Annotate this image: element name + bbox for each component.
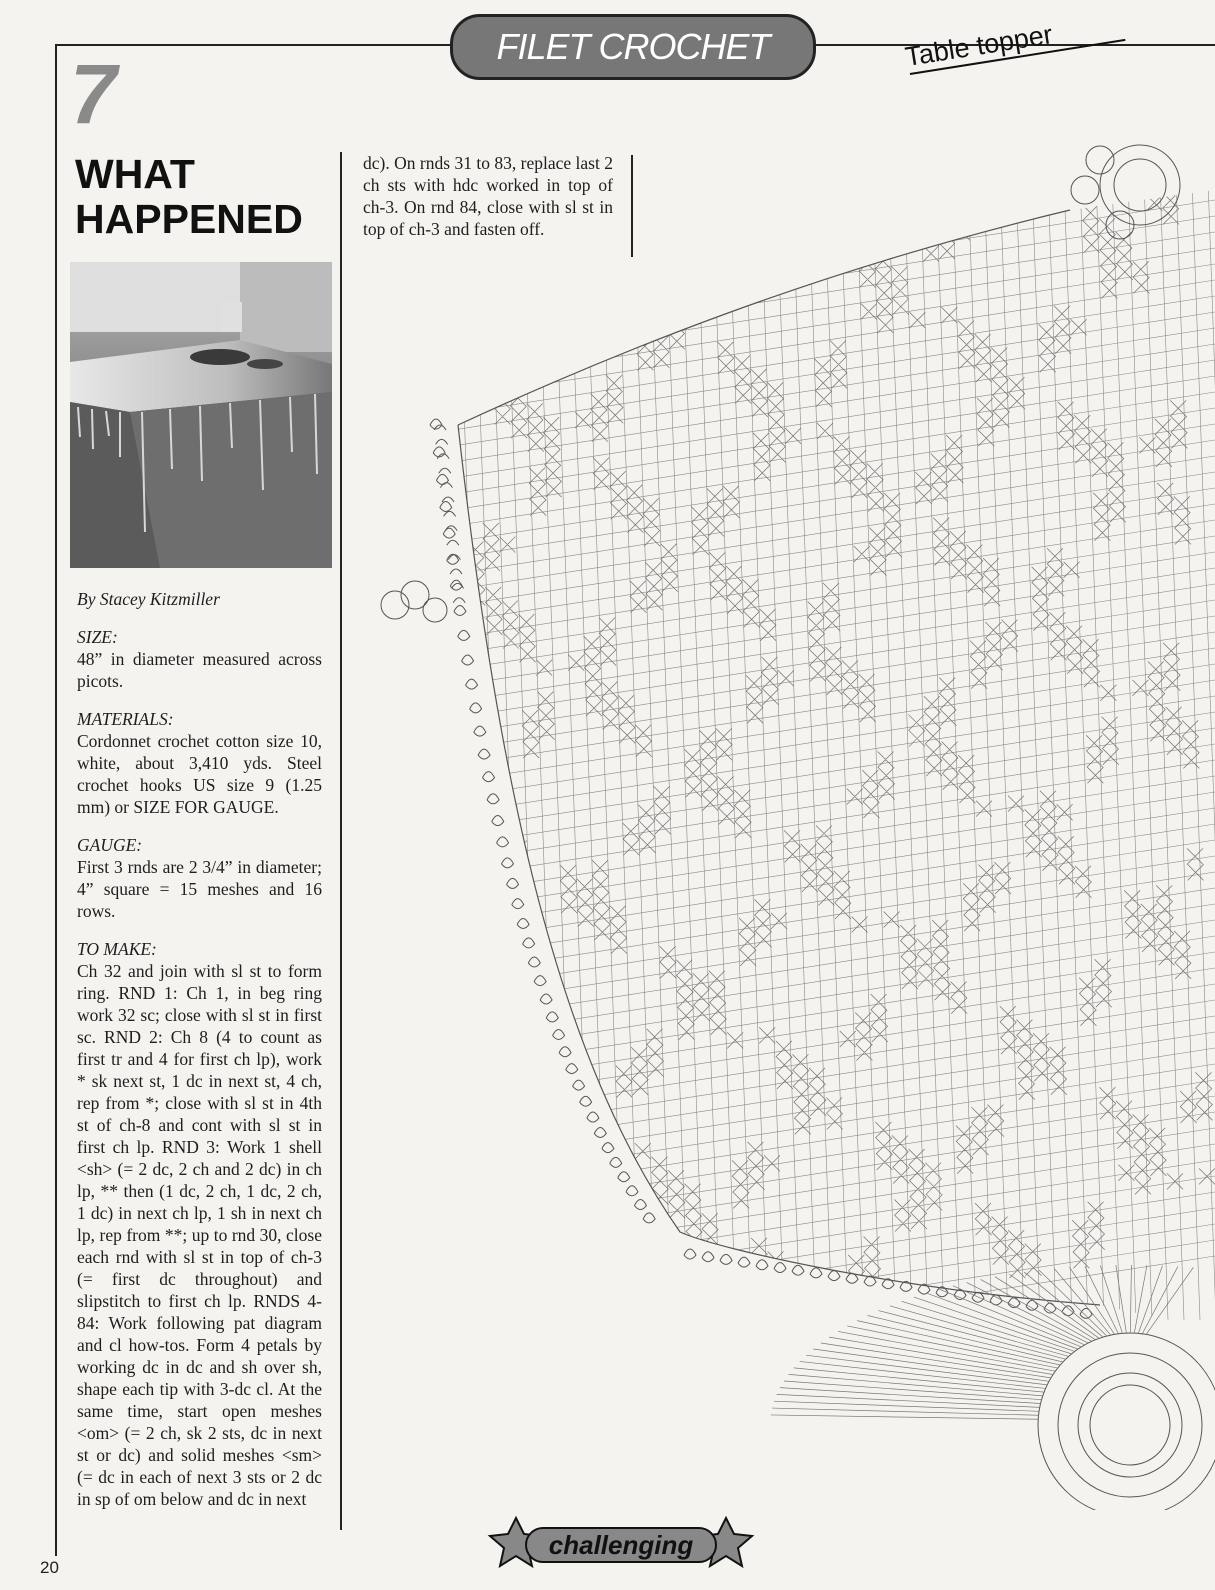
corner-motif-left bbox=[381, 581, 447, 622]
filet-chart-diagram bbox=[370, 130, 1215, 1510]
page-number: 20 bbox=[40, 1558, 59, 1577]
center-rosette bbox=[1038, 1333, 1215, 1510]
diagram-top-edge bbox=[458, 210, 1070, 425]
gauge-heading: GAUGE: bbox=[77, 835, 143, 855]
difficulty-badge bbox=[486, 1510, 756, 1570]
picot-edging bbox=[430, 419, 1092, 1318]
badge-label: challenging bbox=[548, 1530, 694, 1560]
photo-image bbox=[70, 262, 332, 568]
gauge-text: First 3 rnds are 2 3/4” in diameter; 4” square = 15 meshes and 16 rows. bbox=[77, 857, 322, 921]
materials-heading: MATERIALS: bbox=[77, 709, 174, 729]
section-label: FILET CROCHET bbox=[496, 26, 770, 67]
materials-text: Cordonnet crochet cotton size 10, white, about 3,410 yds. Steel crochet hooks US size 9 (1.25 mm) or SIZE FOR GAUGE. bbox=[77, 731, 322, 817]
byline: By Stacey Kitzmiller bbox=[77, 589, 220, 609]
page-title bbox=[75, 152, 335, 242]
to-make-text: Ch 32 and join with sl st to form ring. RND 1: Ch 1, in beg ring work 32 sc; close with sl st in first sc. RND 2: Ch 8 (4 to count as first tr and 4 for first ch lp), work * sk next st, 1 dc in next st, 4 ch, rep from *; close with sl st in 4th st of ch-8 and cont with sl st in first ch lp. RND 3: Work 1 shell <sh> (= 2 dc, 2 ch and 2 dc) in ch lp, ** then (1 dc, 2 ch, 1 dc, 2 ch, 1 dc) in next ch lp, 1 sh in next ch lp, rep from **; up to rnd 30, close each rnd with sl st in top of ch-3 (= first dc throughout) and slipstitch to first ch lp. RNDS 4-84: Work following pat diagram and cl how-tos. Form 4 petals by working dc in dc and sh over sh, shape each tip with 3-dc cl. At the same time, start open meshes <om> (= 2 ch, sk 2 sts, dc in next st or dc) and solid meshes <sm> (= dc in each of next 3 sts or 2 dc in sp of om below and dc in next bbox=[77, 961, 322, 1509]
pattern-number: 7 bbox=[70, 47, 117, 141]
size-text: 48” in diameter measured across picots. bbox=[77, 649, 322, 691]
title-line-1: WHAT bbox=[75, 151, 195, 197]
continued-instructions: dc). On rnds 31 to 83, replace last 2 ch sts with hdc worked in top of ch-3. On rnd 84, close with sl st in top of ch-3 and fasten off. bbox=[363, 153, 613, 239]
tablecloth-photo bbox=[70, 262, 332, 568]
rosette-rays bbox=[771, 1265, 1194, 1419]
category-label: Table topper bbox=[903, 19, 1055, 73]
title-line-2: HAPPENED bbox=[75, 196, 303, 242]
column-divider bbox=[340, 152, 342, 1530]
to-make-heading: TO MAKE: bbox=[77, 939, 157, 959]
size-heading: SIZE: bbox=[77, 627, 118, 647]
section-header bbox=[450, 14, 816, 80]
pattern-instructions bbox=[77, 588, 322, 1510]
mesh-grid bbox=[440, 130, 1215, 1376]
